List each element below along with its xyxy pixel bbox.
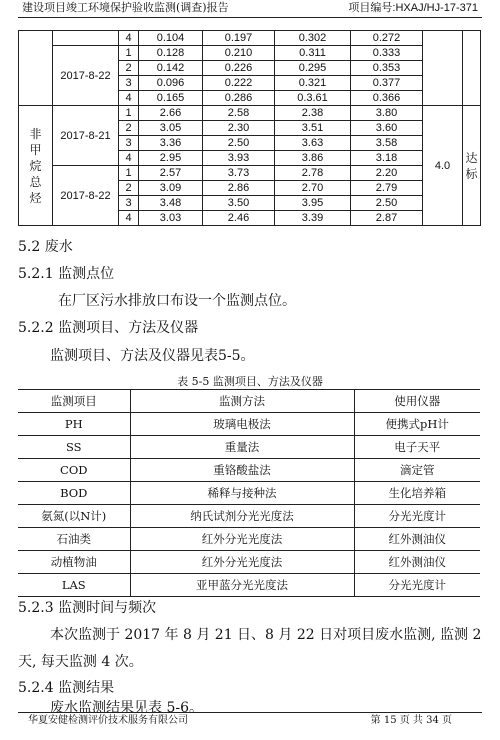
table-row — [18, 551, 480, 574]
value-cell: 3.86 — [275, 151, 351, 166]
value-cell: 3.39 — [275, 211, 351, 226]
paragraph-5-2-4: 废水监测结果见表 5-6。 — [50, 700, 203, 716]
value-cell: 3.50 — [203, 196, 275, 211]
value-cell: 0.272 — [351, 31, 423, 46]
header-instrument: 使用仪器 — [354, 390, 480, 413]
section-5-2-2: 5.2.2 监测项目、方法及仪器 — [18, 320, 199, 336]
sample-index-cell: 4 — [119, 91, 139, 106]
paragraph-5-2-3a: 本次监测于 2017 年 8 月 21 日、8 月 22 日对项目废水监测, 监测 2 — [50, 627, 482, 643]
value-cell: 3.93 — [203, 151, 275, 166]
value-cell: 2.70 — [275, 181, 351, 196]
item-cell: SS — [18, 436, 130, 459]
value-cell: 2.95 — [139, 151, 203, 166]
methods-table-header — [18, 390, 480, 413]
value-cell: 0.321 — [275, 76, 351, 91]
header-item: 监测项目 — [18, 390, 130, 413]
methods-table — [18, 389, 480, 597]
value-cell: 2.86 — [203, 181, 275, 196]
value-cell: 3.51 — [275, 121, 351, 136]
value-cell: 2.30 — [203, 121, 275, 136]
value-cell: 0.096 — [139, 76, 203, 91]
method-cell: 玻璃电极法 — [130, 413, 354, 436]
table-row — [18, 528, 480, 551]
sample-index-cell: 1 — [119, 106, 139, 121]
value-cell: 0.210 — [203, 46, 275, 61]
table-5-5-caption: 表 5-5 监测项目、方法及仪器 — [177, 375, 323, 388]
date-cell: 2017-8-22 — [53, 46, 119, 106]
method-cell: 亚甲蓝分光光度法 — [130, 574, 354, 597]
sample-index-cell: 2 — [119, 181, 139, 196]
page-number: 第 15 页 共 34 页 — [370, 715, 452, 726]
table-row — [19, 166, 481, 181]
value-cell: 2.46 — [203, 211, 275, 226]
value-cell: 3.63 — [275, 136, 351, 151]
paragraph-5-2-1: 在厂区污水排放口布设一个监测点位。 — [58, 293, 296, 309]
value-cell: 0.286 — [203, 91, 275, 106]
table-row — [18, 574, 480, 597]
instrument-cell: 分光光度计 — [354, 574, 480, 597]
value-cell: 3.60 — [351, 121, 423, 136]
limit-cell — [423, 31, 463, 106]
sample-index-cell: 1 — [119, 46, 139, 61]
value-cell: 0.222 — [203, 76, 275, 91]
value-cell: 2.58 — [203, 106, 275, 121]
value-cell: 3.73 — [203, 166, 275, 181]
item-cell: 石油类 — [18, 528, 130, 551]
method-cell: 纳氏试剂分光光度法 — [130, 505, 354, 528]
report-title: 建设项目竣工环境保护验收监测(调查)报告 — [22, 1, 229, 14]
value-cell: 2.50 — [203, 136, 275, 151]
value-cell: 0.366 — [351, 91, 423, 106]
value-cell: 3.03 — [139, 211, 203, 226]
method-cell: 重铬酸盐法 — [130, 459, 354, 482]
paragraph-5-2-2: 监测项目、方法及仪器见表5-5。 — [50, 348, 255, 364]
table-row — [19, 46, 481, 61]
company-name: 华夏安健检测评价技术服务有限公司 — [28, 715, 188, 726]
value-cell: 3.18 — [351, 151, 423, 166]
value-cell: 3.95 — [275, 196, 351, 211]
value-cell: 0.311 — [275, 46, 351, 61]
value-cell: 2.66 — [139, 106, 203, 121]
value-cell: 0.353 — [351, 61, 423, 76]
value-cell: 2.50 — [351, 196, 423, 211]
instrument-cell: 滴定管 — [354, 459, 480, 482]
project-number: 项目编号:HXAJ/HJ-17-371 — [348, 2, 478, 14]
pollutant-cell — [19, 31, 53, 106]
instrument-cell: 生化培养箱 — [354, 482, 480, 505]
sample-index-cell: 3 — [119, 196, 139, 211]
method-cell: 红外分光光度法 — [130, 528, 354, 551]
item-cell: PH — [18, 413, 130, 436]
item-cell: COD — [18, 459, 130, 482]
instrument-cell: 红外测油仪 — [354, 551, 480, 574]
section-5-2: 5.2 废水 — [18, 239, 73, 255]
table-row — [19, 106, 481, 121]
monitoring-results-table — [18, 30, 481, 226]
value-cell: 0.295 — [275, 61, 351, 76]
table-row — [18, 505, 480, 528]
value-cell: 3.80 — [351, 106, 423, 121]
instrument-cell: 便携式pH计 — [354, 413, 480, 436]
header-method: 监测方法 — [130, 390, 354, 413]
value-cell: 2.79 — [351, 181, 423, 196]
table-row — [18, 413, 480, 436]
value-cell: 2.78 — [275, 166, 351, 181]
value-cell: 2.57 — [139, 166, 203, 181]
result-cell — [463, 31, 481, 106]
sample-index-cell: 2 — [119, 121, 139, 136]
pollutant-name-cell: 非甲烷总烃 — [19, 106, 53, 226]
value-cell: 0.197 — [203, 31, 275, 46]
method-cell: 红外分光光度法 — [130, 551, 354, 574]
limit-cell: 4.0 — [423, 106, 463, 226]
table-row — [18, 482, 480, 505]
section-5-2-4: 5.2.4 监测结果 — [18, 680, 115, 696]
sample-index-cell: 4 — [119, 211, 139, 226]
value-cell: 0.333 — [351, 46, 423, 61]
table-row — [19, 31, 481, 46]
sample-index-cell: 4 — [119, 31, 139, 46]
date-cell: 2017-8-22 — [53, 166, 119, 226]
value-cell: 0.165 — [139, 91, 203, 106]
table-row — [18, 436, 480, 459]
instrument-cell: 红外测油仪 — [354, 528, 480, 551]
value-cell: 0.104 — [139, 31, 203, 46]
value-cell: 0.128 — [139, 46, 203, 61]
item-cell: BOD — [18, 482, 130, 505]
sample-index-cell: 3 — [119, 136, 139, 151]
value-cell: 0.226 — [203, 61, 275, 76]
page-header — [18, 0, 482, 18]
value-cell: 2.87 — [351, 211, 423, 226]
value-cell: 0.142 — [139, 61, 203, 76]
date-cell — [53, 31, 119, 46]
item-cell: LAS — [18, 574, 130, 597]
sample-index-cell: 1 — [119, 166, 139, 181]
sample-index-cell: 4 — [119, 151, 139, 166]
value-cell: 0.3.61 — [275, 91, 351, 106]
instrument-cell: 电子天平 — [354, 436, 480, 459]
value-cell: 2.38 — [275, 106, 351, 121]
paragraph-5-2-3b: 天, 每天监测 4 次。 — [18, 654, 143, 670]
sample-index-cell: 3 — [119, 76, 139, 91]
value-cell: 3.05 — [139, 121, 203, 136]
value-cell: 3.48 — [139, 196, 203, 211]
value-cell: 3.58 — [351, 136, 423, 151]
table-row — [18, 459, 480, 482]
value-cell: 3.36 — [139, 136, 203, 151]
result-cell: 达标 — [463, 106, 481, 226]
value-cell: 0.377 — [351, 76, 423, 91]
method-cell: 稀释与接种法 — [130, 482, 354, 505]
item-cell: 氨氮(以N计) — [18, 505, 130, 528]
sample-index-cell: 2 — [119, 61, 139, 76]
section-5-2-3: 5.2.3 监测时间与频次 — [18, 600, 157, 616]
value-cell: 3.09 — [139, 181, 203, 196]
page-footer — [18, 712, 482, 726]
value-cell: 0.302 — [275, 31, 351, 46]
method-cell: 重量法 — [130, 436, 354, 459]
date-cell: 2017-8-21 — [53, 106, 119, 166]
instrument-cell: 分光光度计 — [354, 505, 480, 528]
value-cell: 2.20 — [351, 166, 423, 181]
section-5-2-1: 5.2.1 监测点位 — [18, 266, 115, 282]
item-cell: 动植物油 — [18, 551, 130, 574]
